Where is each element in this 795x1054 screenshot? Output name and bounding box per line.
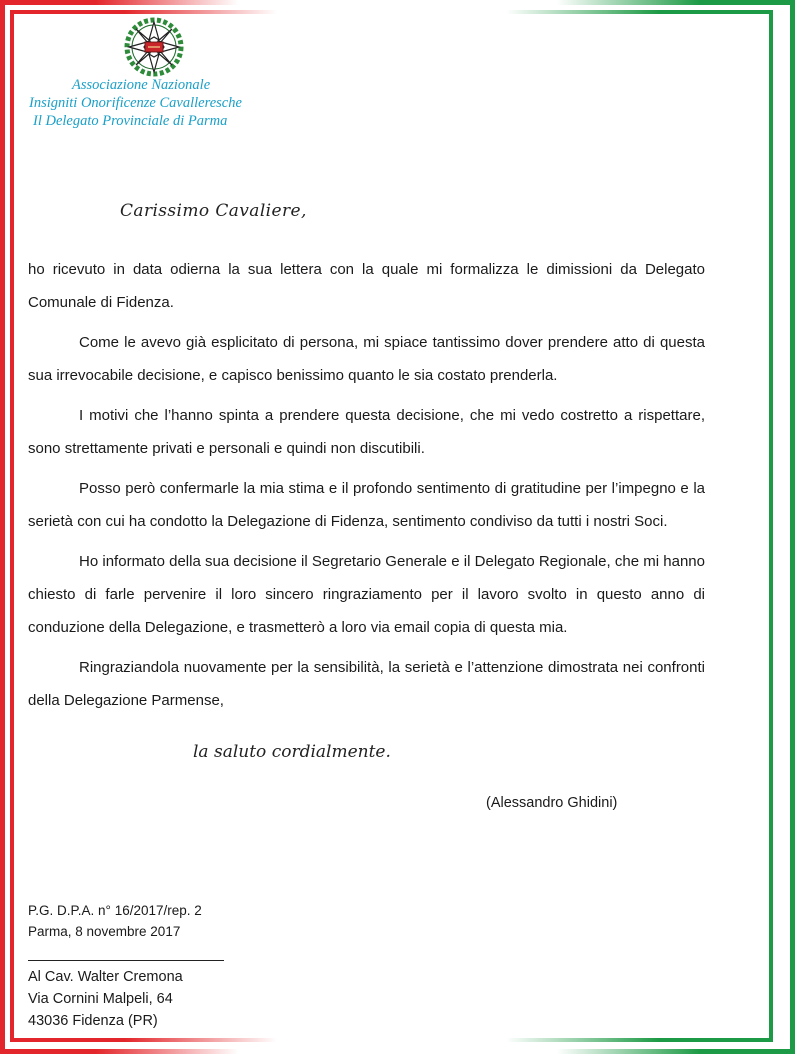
protocol-block: [28, 900, 202, 942]
association-subtitle: Insigniti Onorificenze Cavalleresche: [29, 95, 242, 111]
recipient-name: Al Cav. Walter Cremona: [28, 969, 183, 985]
order-cross-emblem-icon: [123, 16, 185, 78]
recipient-address: [28, 966, 183, 1032]
association-header: [28, 76, 288, 130]
association-name: Associazione Nazionale: [72, 77, 211, 93]
salutation: Carissimo Cavaliere,: [120, 201, 307, 221]
paragraph-4: Posso però confermarle la mia stima e il profondo sentimento di gratitudine per l’impegno e la serietà con cui ha condotto la Delegazione di Fidenza, sentimento condiviso da tutti i nostri Soci.: [28, 480, 705, 530]
paragraph-2: Come le avevo già esplicitato di persona, mi spiace tantissimo dover prendere atto di questa sua irrevocabile decisione, e capisco benissimo quanto le sia costato prenderla.: [28, 334, 705, 384]
protocol-number: P.G. D.P.A. n° 16/2017/rep. 2: [28, 903, 202, 918]
closing-greeting: la saluto cordialmente.: [193, 742, 391, 762]
place-date: Parma, 8 novembre 2017: [28, 924, 181, 939]
paragraph-3: I motivi che l’hanno spinta a prendere questa decisione, che mi vedo costretto a rispettare, sono strettamente privati e personali e quindi non discutibili.: [28, 407, 705, 457]
recipient-street: Via Cornini Malpeli, 64: [28, 991, 173, 1007]
signature: (Alessandro Ghidini): [486, 795, 618, 811]
letter-body: [28, 253, 705, 724]
divider-line: [28, 960, 224, 961]
recipient-city: 43036 Fidenza (PR): [28, 1013, 158, 1029]
paragraph-5: Ho informato della sua decisione il Segretario Generale e il Delegato Regionale, che mi hanno chiesto di farle pervenire il loro sincero ringraziamento per il lavoro svolto in questo anno di conduzione della Delegazione, e trasmetterò a loro via email copia di questa mia.: [28, 553, 705, 636]
delegate-title: Il Delegato Provinciale di Parma: [33, 113, 228, 129]
paragraph-1: ho ricevuto in data odierna la sua lettera con la quale mi formalizza le dimissioni da Delegato Comunale di Fidenza.: [28, 261, 705, 311]
paragraph-6: Ringraziandola nuovamente per la sensibilità, la serietà e l’attenzione dimostrata nei confronti della Delegazione Parmense,: [28, 659, 705, 709]
